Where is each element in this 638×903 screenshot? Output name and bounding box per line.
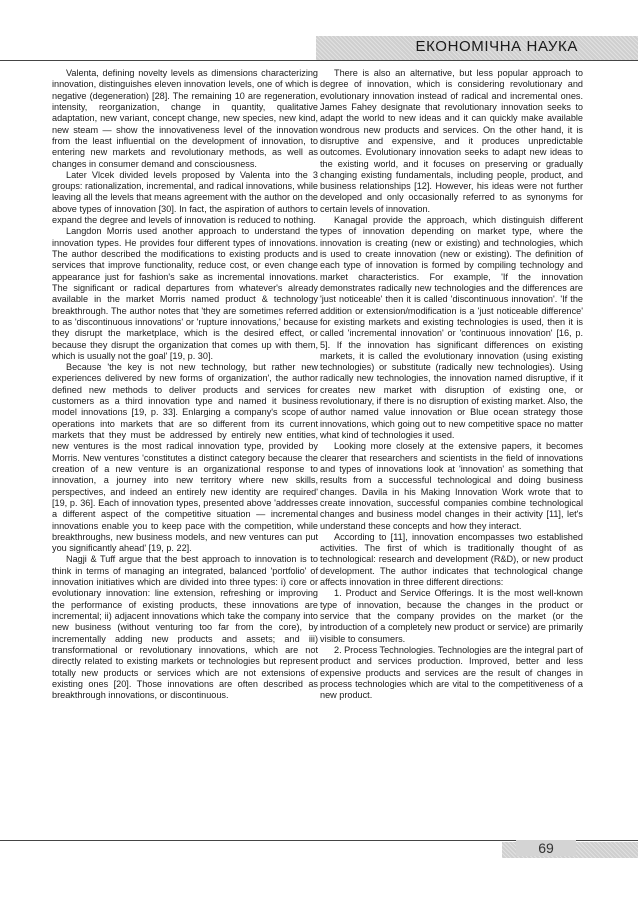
paragraph: Langdon Morris used another approach to understand the innovation types. He provides four different types of innovations. The author described the modifications to existing products and services that improve functionality, reduce cost, or even change appearance just for fashion's sake as incremental innovations. The significant or radical departures from whatever's already available in the market Morris named product & technology breakthrough. The author notes that 'they are sometimes referred to as 'discontinuous innovations' or 'rupture innovations,' because they disrupt the marketplace, which is the desired effect, or because they disrupt the organization that comes up with them, which is usually not the goal' [19, p. 30]. bbox=[52, 226, 318, 361]
paragraph: Looking more closely at the extensive papers, it becomes clearer that researchers and scientists in the field of innovations and types of innovations look at 'innovation' as something that results from a successful technological and doing business changes. Davila in his Making Innovation Work wrote that to create innovation, successful companies combine technological changes and business model changes in their activity [11], let's understand these concepts and how they interact. bbox=[320, 441, 583, 531]
journal-section-title: ЕКОНОМІЧНА НАУКА bbox=[415, 38, 578, 55]
page-number: 69 bbox=[516, 840, 576, 856]
paragraph: Kanagal provide the approach, which distinguish different types of innovation depending on market type, where the innovation is creating (new or existing) and technologies, which is used to create innovation (new or existing). The definition of each type of innovation is formed by compiling technology and market characteristics. For example, 'If the innovation demonstrates radically new technologies and the differences are 'just noticeable' then it is called 'discontinuous innovation'. 'If the addition or extension/modification is a 'just noticeable difference' for existing markets and existing technologies is used, then it is called 'incremental innovation' or 'continuous innovation' [16, p. 5]. If the innovation has significant differences on existing markets, it is called the evolutionary innovation (using existing technologies) or substitute (radically new technologies). Using radically new technologies, the innovation named disruptive, if it creates new market with disruption of existing one, or revolutionary, if there is no disruption of existing market. Also, the author named value innovation or Blue ocean strategy those innovations, which going out to new competitive space no matter what kind of technologies it used. bbox=[320, 215, 583, 440]
paragraph: Later Vlcek divided levels proposed by Valenta into the 3 groups: rationalization, incremental, and radical innovations, while leaving all the levels that means agreement with the author on the above types of innovation [30]. In fact, the aspiration of authors to expand the degree and levels of innovation is reduced to nothing. bbox=[52, 169, 318, 226]
left-text-column bbox=[52, 68, 318, 702]
paragraph: Nagji & Tuff argue that the best approach to innovation is to think in terms of managing an integrated, balanced 'portfolio' of innovation initiatives which are divided into three types: i) core or evolutionary innovation: line extension, refreshing or improving the performance of existing products, these innovations are incremental; ii) adjacent innovations which take the company into new business (without venturing too far from the core), by incrementally adding new products and assets; and iii) transformational or revolutionary innovations, which are not directly related to existing markets or technologies but represent totally new products or services which are not extensions of existing ones [20]. Those innovations are often described as breakthrough innovations, or discontinuous. bbox=[52, 554, 318, 701]
list-item-paragraph: 1. Product and Service Offerings. It is the most well-known type of innovation, because the changes in the product or service that the company provides on the market (or the introduction of a completely new product or service) are primarily visible to consumers. bbox=[320, 588, 583, 644]
header-divider bbox=[0, 60, 638, 61]
paragraph: Valenta, defining novelty levels as dimensions characterizing innovation, distinguishes eleven innovation levels, one of which is negative (degeneration) [28]. The remaining 10 are regeneration, intensity, reorganization, change in quantity, qualitative adaptation, new variant, concept change, new species, new kind, new steam — show the innovativeness level of the innovation from the least influential on the development of innovation, to entering new markets and revolutionary methods, as well as changes in consumer demand and consciousness. bbox=[52, 68, 318, 169]
paragraph: There is also an alternative, but less popular approach to degree of innovation, which is considering revolutionary and evolutionary innovation instead of radical and incremental ones. James Fahey designate that revolutionary innovation seeks to adapt the world to new ideas and it can quickly make available wondrous new products and services. On the other hand, it is disruptive and expensive, and it produces unpredictable outcomes. Evolutionary innovation seeks to adapt new ideas to the existing world, and it focuses on preserving or gradually changing existing fundamentals, including people, product, and business relationships [12]. However, his ideas were not further developed and only occasionally referred to as synonyms for certain levels of innovation. bbox=[320, 68, 583, 214]
right-text-column bbox=[320, 68, 583, 702]
paragraph: According to [11], innovation encompasses two established activities. The first of which is traditionally thought of as technological: research and development (R&D), or new product development. The author indicates that technological change affects innovation in three different directions: bbox=[320, 531, 583, 588]
paragraph: Because 'the key is not new technology, but rather new experiences delivered by new forms of organization', the author defined new methods to deliver products and services for customers as a third innovation type and named it business model innovations [19, p. 33]. Enlarging a company's scope of operations into markets that are so different from its current markets that they must be addressed by entirely new entities, new ventures is the most radical innovation type, provided by Morris. New ventures 'constitutes a distinct category because the creation of a new venture is an organizational response to innovation, a journey into new territory where new skills, perspectives, and indeed an entirely new identity are required' [19, p. 36]. Each of innovation types, presented above 'addresses a different aspect of the competitive situation — incremental innovations enable you to keep pace with the competition, while breakthroughs, new business models, and new ventures can put you significantly ahead' [19, p. 22]. bbox=[52, 362, 318, 554]
list-item-paragraph: 2. Process Technologies. Technologies are the integral part of product and services production. Improved, better and less expensive products and services are the result of changes in process technologies which are vital to the competitiveness of a new product. bbox=[320, 644, 583, 701]
